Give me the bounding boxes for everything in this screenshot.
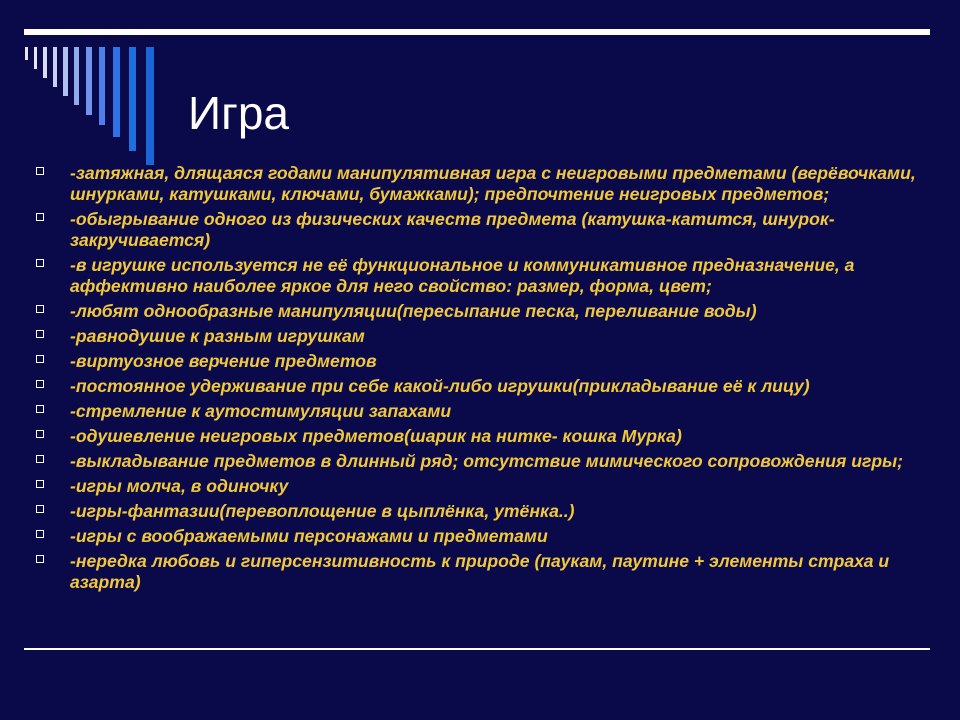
list-item <box>36 163 916 205</box>
list-item-text: -обыгрывание одного из физических качеств предмета (катушка-катится, шнурок-закручивается) <box>70 209 835 250</box>
list-item <box>36 255 916 297</box>
stripe <box>43 47 47 78</box>
square-bullet-icon <box>36 530 44 538</box>
square-bullet-icon <box>36 355 44 363</box>
list-item-text: -нередка любовь и гиперсензитивность к природе (паукам, паутине + элементы страха и азарта) <box>70 551 890 592</box>
list-item-text: -игры молча, в одиночку <box>70 476 289 496</box>
square-bullet-icon <box>36 305 44 313</box>
list-item-text: -в игрушке используется не её функциональное и коммуникативное предназначение, а аффективно наиболее яркое для него свойство: размер, форма, цвет; <box>70 255 855 296</box>
square-bullet-icon <box>36 213 44 221</box>
list-item-text: -равнодушие к разным игрушкам <box>70 326 365 346</box>
list-item-text: -игры с воображаемыми персонажами и предметами <box>70 526 548 546</box>
list-item-text: -затяжная, длящаяся годами манипулятивная игра с неигровыми предметами (верёвочками, шнурками, катушками, ключами, бумажками); предпочтение неигровых предметов; <box>70 163 916 204</box>
list-item-text: -одушевление неигровых предметов(шарик на нитке- кошка Мурка) <box>70 426 682 446</box>
list-item <box>36 501 916 522</box>
list-item <box>36 209 916 251</box>
stripe <box>146 47 154 165</box>
square-bullet-icon <box>36 430 44 438</box>
square-bullet-icon <box>36 505 44 513</box>
list-item <box>36 476 916 497</box>
square-bullet-icon <box>36 330 44 338</box>
square-bullet-icon <box>36 405 44 413</box>
slide-title: Игра <box>188 87 290 139</box>
stripe <box>99 47 105 125</box>
stripe <box>53 47 57 87</box>
list-item <box>36 301 916 322</box>
stripe <box>25 47 28 60</box>
list-item <box>36 401 916 422</box>
stripe <box>129 47 136 151</box>
square-bullet-icon <box>36 555 44 563</box>
list-item <box>36 526 916 547</box>
list-item <box>36 551 916 593</box>
list-item-text: -стремление к аутостимуляции запахами <box>70 401 452 421</box>
bottom-rule <box>24 648 930 650</box>
list-item <box>36 376 916 397</box>
list-item <box>36 326 916 347</box>
stripe <box>34 47 37 69</box>
stripe <box>113 47 120 137</box>
stripe <box>63 47 68 96</box>
list-item-text: -виртуозное верчение предметов <box>70 351 377 371</box>
list-item-text: -игры-фантазии(перевоплощение в цыплёнка, утёнка..) <box>70 501 575 521</box>
square-bullet-icon <box>36 259 44 267</box>
stripe <box>74 47 79 105</box>
list-item-text: -выкладывание предметов в длинный ряд; отсутствие мимического сопровождения игры; <box>70 451 903 471</box>
list-item-text: -любят однообразные манипуляции(пересыпание песка, переливание воды) <box>70 301 757 321</box>
list-item-text: -постоянное удерживание при себе какой-либо игрушки(прикладывание её к лицу) <box>70 376 810 396</box>
list-item <box>36 426 916 447</box>
square-bullet-icon <box>36 167 44 175</box>
list-item <box>36 351 916 372</box>
square-bullet-icon <box>36 455 44 463</box>
stripe <box>86 47 92 115</box>
list-item <box>36 451 916 472</box>
square-bullet-icon <box>36 380 44 388</box>
square-bullet-icon <box>36 480 44 488</box>
content-list <box>36 163 916 597</box>
